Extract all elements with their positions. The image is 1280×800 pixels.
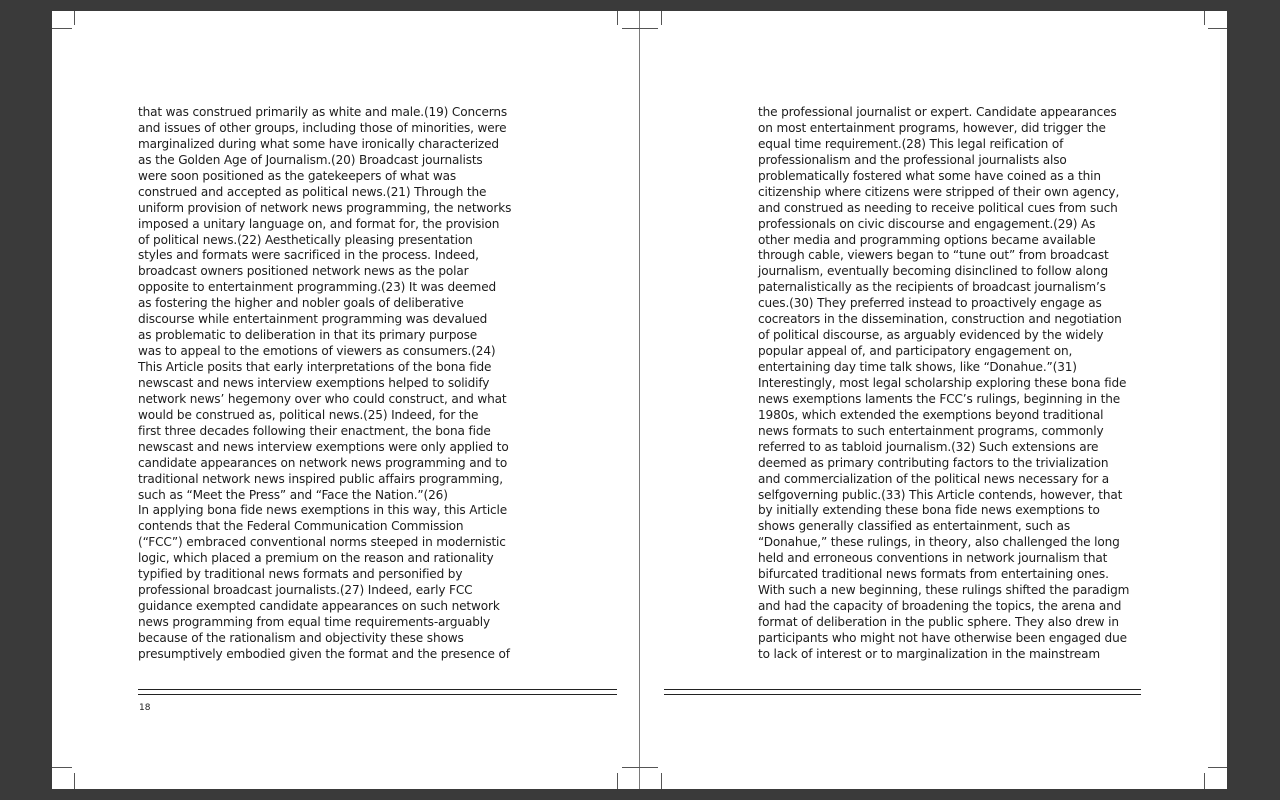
text-line: cues.(30) They preferred instead to proactively engage as — [758, 296, 1102, 311]
text-line: was to appeal to the emotions of viewers as consumers.(24) — [138, 344, 496, 359]
text-line: presumptively embodied given the format and the presence of — [138, 646, 510, 661]
left-footer-double-rule — [138, 689, 617, 695]
text-line: bifurcated traditional news formats from entertaining ones. — [758, 567, 1109, 582]
text-line: as fostering the higher and nobler goals of deliberative — [138, 296, 464, 311]
text-line: Interestingly, most legal scholarship exploring these bona fide — [758, 375, 1127, 390]
crop-mark — [74, 11, 75, 25]
text-line: of political news.(22) Aesthetically pleasing presentation — [138, 232, 473, 247]
text-line: entertaining day time talk shows, like “Donahue.”(31) — [758, 360, 1077, 374]
text-line: (“FCC”) embraced conventional norms steeped in modernistic — [138, 535, 506, 550]
text-line: other media and programming options became available — [758, 232, 1096, 247]
crop-mark — [1204, 773, 1205, 789]
text-line: because of the rationalism and objectivity these shows — [138, 630, 464, 645]
text-line: as the Golden Age of Journalism.(20) Broadcast journalists — [138, 152, 483, 167]
page-number: 18 — [139, 703, 151, 713]
text-line: cocreators in the dissemination, construction and negotiation — [758, 312, 1122, 327]
text-line: deemed as primary contributing factors to the trivialization — [758, 455, 1109, 470]
crop-mark — [622, 767, 658, 768]
text-line: network news’ hegemony over who could construct, and what — [138, 391, 507, 406]
text-line: to lack of interest or to marginalization in the mainstream — [758, 646, 1101, 661]
crop-mark — [1204, 11, 1205, 25]
text-line: referred to as tabloid journalism.(32) Such extensions are — [758, 439, 1099, 454]
text-line: participants who might not have otherwise been engaged due — [758, 630, 1127, 645]
text-line: news formats to such entertainment programs, commonly — [758, 423, 1104, 438]
right-page-body-text — [758, 105, 1129, 663]
text-line: problematically fostered what some have coined as a thin — [758, 168, 1101, 183]
text-line: professionalism and the professional journalists also — [758, 152, 1067, 167]
text-line: discourse while entertainment programming was devalued — [138, 312, 488, 327]
text-line: newscast and news interview exemptions helped to solidify — [138, 375, 490, 390]
text-line: guidance exempted candidate appearances on such network — [138, 599, 500, 614]
right-footer-double-rule — [664, 689, 1141, 695]
text-line: candidate appearances on network news programming and to — [138, 455, 508, 470]
left-page-body-text — [138, 105, 511, 663]
right-page — [640, 11, 1227, 789]
crop-mark — [617, 773, 618, 789]
text-line: construed and accepted as political news.(21) Through the — [138, 184, 487, 199]
text-line: selfgoverning public.(33) This Article contends, however, that — [758, 487, 1123, 502]
text-line: and construed as needing to receive political cues from such — [758, 200, 1118, 215]
text-line: the professional journalist or expert. Candidate appearances — [758, 105, 1117, 119]
crop-mark — [1208, 28, 1227, 29]
crop-mark — [1208, 767, 1227, 768]
text-line: broadcast owners positioned network news as the polar — [138, 264, 469, 279]
text-line: equal time requirement.(28) This legal reification of — [758, 136, 1064, 151]
text-line: as problematic to deliberation in that its primary purpose — [138, 328, 478, 343]
text-line: of political discourse, as arguably evidenced by the widely — [758, 328, 1104, 343]
crop-mark — [74, 773, 75, 789]
text-line: held and erroneous conventions in network journalism that — [758, 551, 1108, 566]
text-line: contends that the Federal Communication Commission — [138, 519, 464, 534]
text-line: styles and formats were sacrificed in the process. Indeed, — [138, 248, 479, 263]
text-line: were soon positioned as the gatekeepers of what was — [138, 168, 457, 183]
text-line: and commercialization of the political news necessary for a — [758, 471, 1109, 486]
text-line: and issues of other groups, including those of minorities, were — [138, 120, 507, 135]
text-line: format of deliberation in the public sphere. They also drew in — [758, 615, 1119, 629]
text-line: through cable, viewers began to “tune out” from broadcast — [758, 248, 1109, 263]
text-line: and had the capacity of broadening the topics, the arena and — [758, 599, 1122, 614]
crop-mark — [52, 767, 72, 768]
text-line: 1980s, which extended the exemptions beyond traditional — [758, 407, 1104, 422]
text-line: opposite to entertainment programming.(23) It was deemed — [138, 280, 497, 295]
text-line: imposed a unitary language on, and format for, the provision — [138, 216, 500, 231]
text-line: uniform provision of network news programming, the networks — [138, 200, 512, 215]
crop-mark — [661, 773, 662, 789]
crop-mark — [622, 28, 658, 29]
text-line: In applying bona fide news exemptions in this way, this Article — [138, 503, 508, 518]
text-line: such as “Meet the Press” and “Face the Nation.”(26) — [138, 487, 448, 502]
crop-mark — [52, 28, 72, 29]
text-line: on most entertainment programs, however, did trigger the — [758, 120, 1106, 135]
text-line: citizenship where citizens were stripped of their own agency, — [758, 184, 1120, 199]
text-line: This Article posits that early interpretations of the bona fide — [138, 360, 492, 374]
left-page — [52, 11, 639, 789]
text-line: traditional network news inspired public affairs programming, — [138, 471, 503, 486]
crop-mark — [617, 11, 618, 25]
text-line: professionals on civic discourse and engagement.(29) As — [758, 216, 1096, 231]
text-line: would be construed as, political news.(25) Indeed, for the — [138, 407, 479, 422]
text-line: news exemptions laments the FCC’s rulings, beginning in the — [758, 391, 1121, 406]
text-line: professional broadcast journalists.(27) Indeed, early FCC — [138, 583, 473, 598]
text-line: that was construed primarily as white and male.(19) Concerns — [138, 105, 508, 119]
text-line: first three decades following their enactment, the bona fide — [138, 423, 491, 438]
text-line: typified by traditional news formats and personified by — [138, 567, 463, 582]
text-line: “Donahue,” these rulings, in theory, also challenged the long — [758, 535, 1120, 550]
text-line: newscast and news interview exemptions were only applied to — [138, 439, 509, 454]
text-line: news programming from equal time requirements-arguably — [138, 615, 490, 629]
text-line: popular appeal of, and participatory engagement on, — [758, 344, 1073, 359]
text-line: by initially extending these bona fide news exemptions to — [758, 503, 1100, 518]
text-line: journalism, eventually becoming disinclined to follow along — [758, 264, 1109, 279]
text-line: logic, which placed a premium on the reason and rationality — [138, 551, 494, 566]
text-line: With such a new beginning, these rulings shifted the paradigm — [758, 583, 1130, 598]
text-line: shows generally classified as entertainment, such as — [758, 519, 1071, 534]
text-line: marginalized during what some have ironically characterized — [138, 136, 499, 151]
text-line: paternalistically as the recipients of broadcast journalism’s — [758, 280, 1106, 295]
crop-mark — [661, 11, 662, 25]
